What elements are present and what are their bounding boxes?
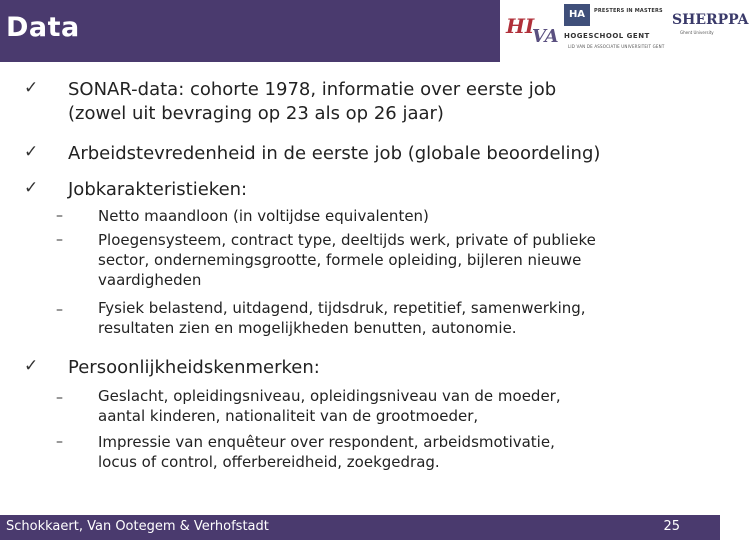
sub-bullet-line: vaardigheden [98,271,202,289]
bullet-line: (zowel uit bevraging op 23 als op 26 jaar) [68,103,444,124]
page-number: 25 [663,519,680,534]
sub-bullet-line: Netto maandloon (in voltijdse equivalenten) [98,207,429,225]
bullet-item [68,178,708,202]
hogeschool-gent-logo: HOGESCHOOL GENT [564,32,650,40]
footer-authors: Schokkaert, Van Ootegem & Verhofstadt [6,519,269,534]
bullet-item [68,356,708,380]
check-icon: ✓ [24,356,39,376]
dash-icon: – [56,208,63,224]
sub-bullet-line: locus of control, offerbereidheid, zoekgedrag. [98,453,440,471]
bullet-line: SONAR-data: cohorte 1978, informatie over eerste job [68,79,557,100]
hiva-logo-va: VA [532,26,559,47]
title-bar [0,0,500,62]
sub-bullet-line: Impressie van enquêteur over respondent, arbeidsmotivatie, [98,433,555,451]
bullet-line: Jobkarakteristieken: [68,179,248,200]
sub-bullet-line: resultaten zien en mogelijkheden benutten, autonomie. [98,319,517,337]
sub-bullet-item [98,386,698,426]
check-icon: ✓ [24,142,39,162]
bullet-line: Persoonlijkheidskenmerken: [68,357,320,378]
sub-bullet-item [98,298,698,338]
check-icon: ✓ [24,78,39,98]
sub-bullet-item [98,230,698,290]
check-icon: ✓ [24,178,39,198]
sherppa-logo: SHERPPA [672,12,749,28]
bullet-line: Arbeidstevredenheid in de eerste job (globale beoordeling) [68,143,601,164]
presters-tagline: PRESTERS IN MASTERS [594,8,663,14]
sherppa-subtitle: Ghent University [680,30,714,35]
dash-icon: – [56,302,63,318]
sub-bullet-line: Ploegensysteem, contract type, deeltijds werk, private of publieke [98,231,596,249]
dash-icon: – [56,232,63,248]
sub-bullet-line: aantal kinderen, nationaliteit van de grootmoeder, [98,407,479,425]
bullet-item [68,78,708,126]
hiva-logo [506,6,562,52]
bullet-item [68,142,708,166]
footer-bar [0,515,720,540]
sub-bullet-line: sector, ondernemingsgrootte, formele opleiding, bijleren nieuwe [98,251,582,269]
sub-bullet-line: Geslacht, opleidingsniveau, opleidingsniveau van de moeder, [98,387,561,405]
logo-strip [500,0,749,62]
slide-title: Data [6,12,80,43]
hiva-logo-hi: HI [506,14,535,38]
dash-icon: – [56,434,63,450]
sub-bullet-item [98,432,698,472]
hab-logo: HA [564,4,590,26]
sub-bullet-item [98,206,698,226]
hogeschool-gent-subtitle: LID VAN DE ASSOCIATIE UNIVERSITEIT GENT [568,44,665,49]
dash-icon: – [56,390,63,406]
sub-bullet-line: Fysiek belastend, uitdagend, tijdsdruk, repetitief, samenwerking, [98,299,586,317]
